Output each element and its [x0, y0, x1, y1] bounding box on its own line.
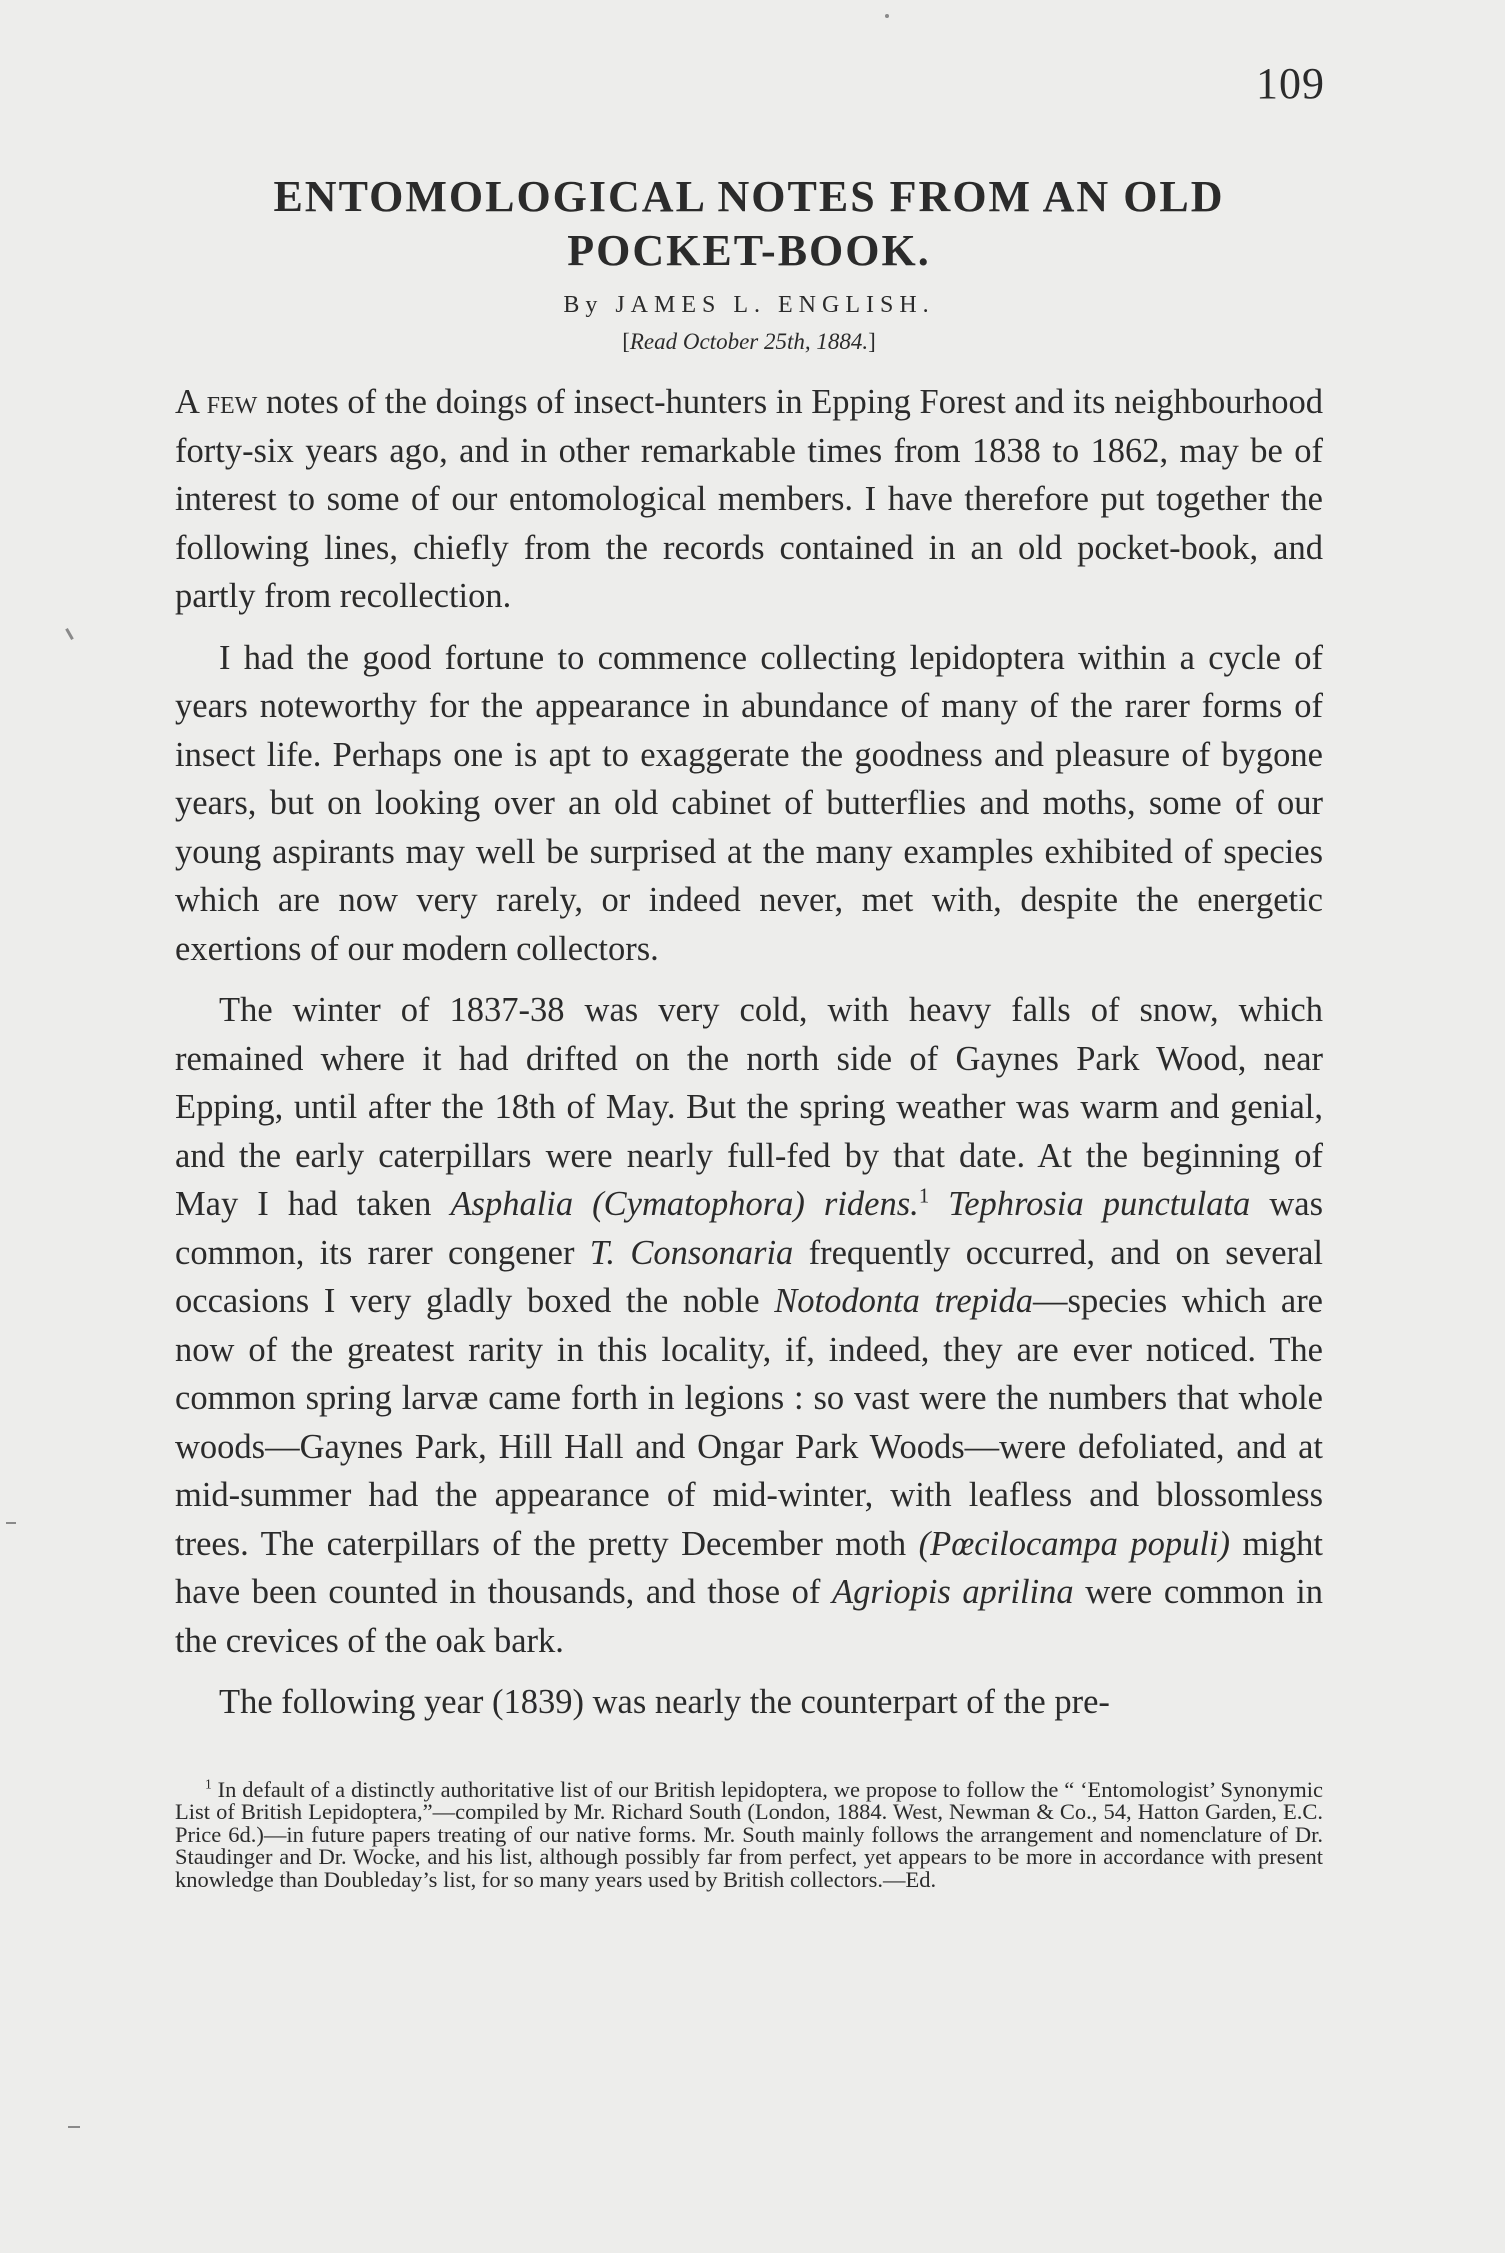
footnote-ref: 1: [918, 1185, 930, 1208]
page-speck: [885, 14, 889, 18]
p3-text-6: might have been counted in thousands, and those of: [175, 1524, 1324, 1611]
species-tephrosia-punctulata: Tephrosia punctulata: [948, 1185, 1251, 1223]
article-body: [175, 378, 1323, 1727]
footnote-marker: 1: [205, 1776, 212, 1791]
title-line-1: ENTOMOLOGICAL NOTES FROM AN OLD: [273, 172, 1225, 221]
paragraph-1-lead: A few: [175, 383, 258, 421]
species-notodonta-trepida: Notodonta trepida: [774, 1282, 1034, 1320]
page-number: 109: [1256, 59, 1325, 108]
read-date: [Read October 25th, 1884.]: [622, 329, 876, 354]
paragraph-1: [175, 378, 1323, 621]
paragraph-1-text: notes of the doings of insect-hunters in Epping Forest and its neighbourhood forty-six years ago, and in other remarkable times from 1838 to 1862, may be of interest to some of our entomological members. I have therefore put together the following lines, chiefly from the records contained in an old pocket-book, and partly from recollection.: [175, 383, 1323, 615]
p3-text-1: The winter of 1837-38 was very cold, with heavy falls of snow, which remained where it had drifted on the north side of Gaynes Park Wood, near Epping, until after the 18th of May. But the spring weather was warm and genial, and the early caterpillars were nearly full-fed by that date. At the beginning of May I had taken: [175, 991, 1323, 1223]
species-t-consonaria: T. Consonaria: [589, 1233, 794, 1272]
species-poecilocampa-populi: (Pœcilocampa populi): [918, 1524, 1231, 1563]
article: [175, 170, 1323, 1891]
paragraph-4: The following year (1839) was nearly the counterpart of the pre-: [219, 1683, 1110, 1721]
footnote: [175, 1776, 1323, 1892]
page-speck: [65, 628, 74, 640]
page-speck: [68, 2126, 80, 2128]
paragraph-2: I had the good fortune to commence collecting lepidoptera within a cycle of years noteworthy for the appearance in abundance of many of the rarer forms of insect life. Perhaps one is apt to exaggerate the goodness and pleasure of bygone years, but on looking over an old cabinet of butterflies and moths, some of our young aspirants may well be surprised at the many examples exhibited of species which are now very rarely, or indeed never, met with, despite the energetic exertions of our modern collectors.: [175, 638, 1323, 968]
p3-text-4: frequently occurred, and on several occasions I very gladly boxed the noble: [175, 1233, 1323, 1320]
author-byline: By JAMES L. ENGLISH.: [563, 292, 935, 318]
p3-text-7: were common in the crevices of the oak bark.: [175, 1573, 1323, 1660]
paragraph-3: [175, 986, 1323, 1665]
p3-text-5: —species which are now of the greatest rarity in this locality, if, indeed, they are ever noticed. The common spring larvæ came forth in legions : so vast were the numbers that whole woods—Gaynes Park, Hill Hall and Ongar Park Woods—were defoliated, and at mid-summer had the appearance of mid-winter, with leafless and blossomless trees. The caterpillars of the pretty December moth: [175, 1282, 1323, 1563]
page-speck: [6, 1522, 16, 1524]
p3-text-3: was common, its rarer congener: [175, 1185, 1324, 1272]
species-asphalia-ridens: Asphalia (Cymatophora) ridens.: [450, 1185, 919, 1223]
p3-text-2: [929, 1185, 948, 1223]
article-title: [175, 170, 1323, 278]
read-date-text: Read October 25th, 1884.: [629, 329, 869, 354]
footnote-text: In default of a distinctly authoritative list of our British lepidoptera, we propose to follow the “ ‘Entomologist’ Synonymic List of British Lepidoptera,”—compiled by Mr. Richard South (London, 1884. West, Newman & Co., 54, Hatton Garden, E.C. Price 6d.)—in future papers treating of our native forms. Mr. South mainly follows the arrangement and nomenclature of Dr. Staudinger and Dr. Wocke, and his list, although possibly far from perfect, yet appears to be more in accordance with present knowledge than Doubleday’s list, for so many years used by British collectors.—Ed.: [175, 1776, 1323, 1892]
title-line-2: POCKET-BOOK.: [567, 226, 931, 275]
species-agriopis-aprilina: Agriopis aprilina: [832, 1573, 1074, 1611]
